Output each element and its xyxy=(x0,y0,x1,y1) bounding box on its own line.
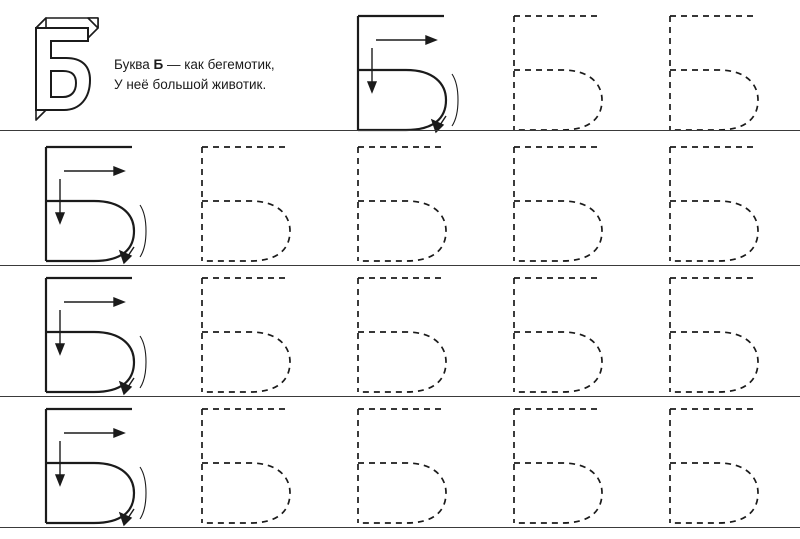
rhyme-text xyxy=(114,55,275,95)
worksheet-header xyxy=(0,0,800,135)
row-3-cell-1[interactable] xyxy=(36,266,191,397)
row-4-cell-4[interactable] xyxy=(504,397,659,528)
row-3-cell-2[interactable] xyxy=(192,266,347,397)
row-4-cell-3[interactable] xyxy=(348,397,503,528)
rhyme-line-1-prefix: Буква xyxy=(114,57,154,72)
worksheet-row-2 xyxy=(0,135,800,266)
rhyme-line-1-suffix: — как бегемотик, xyxy=(163,57,275,72)
rhyme-line-2: У неё большой животик. xyxy=(114,77,267,92)
row-2-cell-1[interactable] xyxy=(36,135,191,266)
row-1-cell-3[interactable] xyxy=(660,4,800,135)
row-2-cell-4[interactable] xyxy=(504,135,659,266)
row-2-cell-5[interactable] xyxy=(660,135,800,266)
row-3-cell-5[interactable] xyxy=(660,266,800,397)
row-1-cell-2[interactable] xyxy=(504,4,659,135)
row-2-cell-3[interactable] xyxy=(348,135,503,266)
worksheet-row-3 xyxy=(0,266,800,397)
rhyme-letter: Б xyxy=(153,57,164,72)
decorative-letter-b-icon xyxy=(22,14,102,124)
baseline-1 xyxy=(0,130,800,131)
worksheet-row-4 xyxy=(0,397,800,528)
rhyme-line-1 xyxy=(114,55,275,75)
row-2-cell-2[interactable] xyxy=(192,135,347,266)
row-3-cell-4[interactable] xyxy=(504,266,659,397)
row-4-cell-1[interactable] xyxy=(36,397,191,528)
row-4-cell-2[interactable] xyxy=(192,397,347,528)
row-1-cell-1[interactable] xyxy=(348,4,503,135)
row-4-cell-5[interactable] xyxy=(660,397,800,528)
row-3-cell-3[interactable] xyxy=(348,266,503,397)
baseline-4 xyxy=(0,527,800,528)
